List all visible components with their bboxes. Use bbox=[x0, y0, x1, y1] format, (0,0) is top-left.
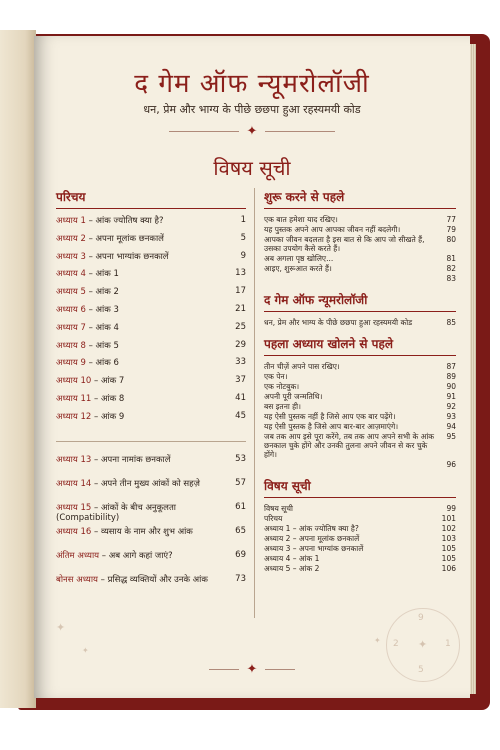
toc-entry[interactable] bbox=[264, 534, 456, 543]
chapter-number: अंतिम अध्याय bbox=[56, 550, 100, 561]
chapter-number: अध्याय 3 bbox=[56, 251, 86, 262]
section-title: विषय सूची bbox=[264, 477, 456, 498]
page-number: 82 bbox=[446, 264, 456, 273]
book-subtitle: धन, प्रेम और भाग्य के पीछे छछपा हुआ रहस्यमयी कोड bbox=[143, 103, 361, 116]
toc-entry[interactable] bbox=[264, 504, 456, 513]
chapter-number: अध्याय 5 bbox=[56, 287, 86, 298]
entry-text: अब अगला पृष्ठ खोलिए... bbox=[264, 254, 334, 263]
chapter-title: प्रसिद्ध व्यक्तियों और उनके आंक bbox=[107, 574, 208, 585]
page-number: 69 bbox=[235, 549, 246, 560]
section-title-intro: परिचय bbox=[56, 188, 246, 209]
column-divider bbox=[254, 188, 255, 618]
page-number: 21 bbox=[235, 303, 246, 314]
page-number: 33 bbox=[235, 357, 246, 368]
toc-section bbox=[264, 188, 456, 283]
toc-entry[interactable] bbox=[264, 460, 456, 469]
toc-entry[interactable] bbox=[264, 235, 456, 253]
toc-entry[interactable]: बोनस अध्याय – प्रसिद्ध व्यक्तियों और उनके आंक 73 bbox=[56, 573, 246, 585]
chapter-title: आंक 6 bbox=[95, 358, 119, 369]
chapter-title: आंक 5 bbox=[95, 340, 119, 351]
page-number: 41 bbox=[235, 392, 246, 403]
toc-entry[interactable]: अध्याय 5 – आंक 2 17 bbox=[56, 286, 246, 298]
chapter-title: आंक 2 bbox=[95, 287, 119, 298]
page-number: 65 bbox=[235, 525, 246, 536]
chapter-title: अपना मूलांक छनकालें bbox=[95, 233, 164, 244]
toc-entry[interactable] bbox=[264, 254, 456, 263]
toc-entry[interactable] bbox=[264, 564, 456, 573]
chapter-title: आंक 3 bbox=[95, 304, 119, 315]
entry-text: विषय सूची bbox=[264, 504, 293, 513]
medallion-number: 1 bbox=[445, 639, 451, 649]
toc-entry[interactable] bbox=[264, 412, 456, 421]
chapter-number: अध्याय 8 bbox=[56, 340, 86, 351]
chapter-title: अपना नामांक छनकालें bbox=[100, 454, 171, 465]
toc-entry[interactable]: अध्याय 3 – अपना भाग्यांक छनकालें 9 bbox=[56, 250, 246, 262]
toc-entry[interactable] bbox=[264, 225, 456, 234]
entry-text: जब तक आप इसे पूरा करेंगे, तब तक आप अपने सभी के आंक छनकाल चुके होंगे और उनकी तुलना अपने जीवन से कर चुके होंगे। bbox=[264, 432, 435, 459]
page-number: 13 bbox=[235, 268, 246, 279]
section-title: पहला अध्याय खोलने से पहले bbox=[264, 335, 456, 356]
chapter-number: अध्याय 13 bbox=[56, 454, 92, 465]
page-number: 90 bbox=[446, 382, 456, 391]
chapter-title: आंक 9 bbox=[100, 411, 125, 422]
divider bbox=[56, 441, 246, 442]
toc-entry[interactable] bbox=[264, 524, 456, 533]
sparkle-icon: ✦ bbox=[374, 636, 381, 645]
toc-entry[interactable]: अध्याय 1 – आंक ज्योतिष क्या है? 1 bbox=[56, 215, 246, 226]
entry-text: अध्याय 1 – आंक ज्योतिष क्या है? bbox=[264, 524, 359, 533]
chapter-list-extra bbox=[56, 454, 246, 598]
entry-text: यह ऐसी पुस्तक नहीं है जिसे आप एक बार पढ़ेंगे। bbox=[264, 412, 396, 421]
chapter-number: अध्याय 4 bbox=[56, 269, 86, 280]
book-title: द गेम ऑफ न्यूमरोलॉजी bbox=[134, 69, 370, 99]
entry-text: अपनी पूरी जन्मतिथि। bbox=[264, 392, 323, 401]
entry-text: अध्याय 3 – अपना भाग्यांक छनकालें bbox=[264, 544, 364, 553]
page-number: 83 bbox=[446, 274, 456, 283]
page-number: 94 bbox=[446, 422, 456, 431]
chapter-number: अध्याय 12 bbox=[56, 411, 92, 422]
toc-entry[interactable] bbox=[264, 554, 456, 563]
toc-entry[interactable]: अध्याय 9 – आंक 6 33 bbox=[56, 357, 246, 369]
toc-entry[interactable]: अध्याय 16 – व्यसाय के नाम और शुभ आंक 65 bbox=[56, 525, 246, 537]
toc-entry[interactable] bbox=[264, 274, 456, 283]
chapter-title: आंक 8 bbox=[100, 393, 125, 404]
page-number: 96 bbox=[446, 460, 456, 469]
toc-entry[interactable]: अध्याय 4 – आंक 1 13 bbox=[56, 268, 246, 280]
chapter-number: अध्याय 1 bbox=[56, 216, 86, 226]
chapter-number: अध्याय 7 bbox=[56, 322, 86, 333]
toc-entry[interactable] bbox=[264, 318, 456, 327]
entry-text: बस इतना ही। bbox=[264, 402, 301, 411]
toc-entry[interactable]: अध्याय 11 – आंक 8 41 bbox=[56, 392, 246, 404]
toc-entry[interactable]: अंतिम अध्याय – अब आगे कहां जाएं? 69 bbox=[56, 549, 246, 561]
toc-section bbox=[264, 291, 456, 327]
toc-entry[interactable] bbox=[264, 544, 456, 553]
toc-entry[interactable]: अध्याय 14 – अपने तीन मुख्य आंकों को सहज़े 57 bbox=[56, 477, 246, 489]
page-number: 93 bbox=[446, 412, 456, 421]
entry-text: आइए, शुरूआत करते हैं। bbox=[264, 264, 332, 273]
star-icon: ✦ bbox=[418, 638, 428, 651]
entry-text: अध्याय 5 – आंक 2 bbox=[264, 564, 320, 573]
toc-entry[interactable] bbox=[264, 362, 456, 371]
chapter-title: आंकों के बीच अनुकूलता (Compatibility) bbox=[56, 502, 176, 523]
chapter-number: अध्याय 16 bbox=[56, 526, 92, 537]
book-page bbox=[34, 36, 470, 698]
page-number: 87 bbox=[446, 362, 456, 371]
toc-entry[interactable] bbox=[264, 382, 456, 391]
entry-text: धन, प्रेम और भाग्य के पीछे छछपा हुआ रहस्यमयी कोड bbox=[264, 318, 413, 327]
chapter-number: अध्याय 6 bbox=[56, 304, 86, 315]
entry-text: यह पुस्तक अपने आप आपका जीवन नहीं बदलेगी। bbox=[264, 225, 401, 234]
chapter-number: बोनस अध्याय bbox=[56, 574, 98, 585]
page-number: 105 bbox=[441, 554, 456, 563]
sparkle-icon: ✦ bbox=[56, 621, 66, 634]
toc-entry[interactable]: अध्याय 7 – आंक 4 25 bbox=[56, 321, 246, 333]
page-number: 81 bbox=[446, 254, 456, 263]
entry-text: एक पेन। bbox=[264, 372, 288, 381]
toc-left-column bbox=[56, 188, 246, 598]
page-number: 17 bbox=[235, 286, 246, 297]
toc-entry[interactable]: अध्याय 15 – आंकों के बीच अनुकूलता (Compatibility) 61 bbox=[56, 501, 246, 523]
toc-entry[interactable] bbox=[264, 392, 456, 401]
chapter-number: अध्याय 14 bbox=[56, 478, 92, 489]
toc-title: विषय सूची bbox=[213, 156, 291, 180]
page-number: 77 bbox=[446, 215, 456, 224]
toc-entry[interactable] bbox=[264, 422, 456, 431]
page-number: 79 bbox=[446, 225, 456, 234]
star-icon: ✦ bbox=[246, 662, 258, 677]
chapter-title: आंक ज्योतिष क्या है? bbox=[95, 216, 164, 226]
entry-text: अध्याय 4 – आंक 1 bbox=[264, 554, 320, 563]
chapter-number: अध्याय 9 bbox=[56, 358, 86, 369]
toc-entry[interactable] bbox=[264, 432, 456, 459]
toc-entry[interactable]: अध्याय 12 – आंक 9 45 bbox=[56, 410, 246, 422]
page-number: 61 bbox=[235, 501, 246, 512]
chapter-title: अपने तीन मुख्य आंकों को सहज़े bbox=[100, 478, 200, 489]
page-number: 25 bbox=[235, 321, 246, 332]
medallion-number: 5 bbox=[418, 665, 424, 675]
star-icon: ✦ bbox=[246, 124, 258, 139]
entry-text: एक नोटबुक। bbox=[264, 382, 300, 391]
chapter-title: अब आगे कहां जाएं? bbox=[108, 550, 173, 561]
section-title: शुरू करने से पहले bbox=[264, 188, 456, 209]
toc-entry[interactable]: अध्याय 6 – आंक 3 21 bbox=[56, 303, 246, 315]
page-number: 29 bbox=[235, 339, 246, 350]
toc-entry[interactable]: अध्याय 13 – अपना नामांक छनकालें 53 bbox=[56, 453, 246, 465]
page-number: 5 bbox=[240, 232, 246, 243]
numerology-medallion bbox=[386, 608, 460, 682]
page-number: 73 bbox=[235, 573, 246, 584]
page-number: 103 bbox=[441, 534, 456, 543]
toc-right-column bbox=[264, 188, 456, 581]
entry-text: अध्याय 2 – अपना मूलांक छनकालें bbox=[264, 534, 360, 543]
toc-entry[interactable] bbox=[264, 514, 456, 523]
chapter-title: आंक 1 bbox=[95, 269, 119, 280]
toc-entry[interactable]: अध्याय 8 – आंक 5 29 bbox=[56, 339, 246, 351]
page-number: 80 bbox=[446, 235, 456, 244]
toc-entry[interactable]: अध्याय 10 – आंक 7 37 bbox=[56, 375, 246, 387]
page-number: 85 bbox=[446, 318, 456, 327]
page-number: 89 bbox=[446, 372, 456, 381]
page-number: 9 bbox=[240, 250, 246, 261]
medallion-number: 9 bbox=[418, 613, 424, 623]
top-ornament bbox=[34, 124, 470, 139]
page-number: 1 bbox=[240, 215, 246, 225]
toc-entry[interactable] bbox=[264, 402, 456, 411]
page-number: 45 bbox=[235, 410, 246, 421]
page-number: 105 bbox=[441, 544, 456, 553]
page-number: 92 bbox=[446, 402, 456, 411]
chapter-title: आंक 4 bbox=[95, 322, 119, 333]
toc-entry[interactable] bbox=[264, 372, 456, 381]
page-number: 106 bbox=[441, 564, 456, 573]
left-page-edge bbox=[0, 30, 36, 708]
toc-entry[interactable] bbox=[264, 264, 456, 273]
medallion-number: 2 bbox=[393, 639, 399, 649]
section-title: द गेम ऑफ न्यूमरोलॉजी bbox=[264, 291, 456, 312]
chapter-number: अध्याय 10 bbox=[56, 376, 92, 387]
page-number: 102 bbox=[441, 524, 456, 533]
chapter-title: अपना भाग्यांक छनकालें bbox=[95, 251, 169, 262]
entry-text: आपका जीवन बदलता है इस बात से कि आप जो सीखते हैं, उसका उपयोग कैसे करते हैं। bbox=[264, 235, 425, 253]
entry-text: एक बात हमेशा याद रखिए। bbox=[264, 215, 338, 224]
page-number: 57 bbox=[235, 477, 246, 488]
chapter-number: अध्याय 15 bbox=[56, 502, 92, 513]
page-number: 37 bbox=[235, 375, 246, 386]
entry-text: यह ऐसी पुस्तक है जिसे आप बार-बार आज़माएंगे। bbox=[264, 422, 399, 431]
toc-entry[interactable] bbox=[264, 215, 456, 224]
toc-section bbox=[264, 335, 456, 469]
sparkle-icon: ✦ bbox=[82, 646, 89, 655]
page-number: 53 bbox=[235, 453, 246, 464]
page-number: 101 bbox=[441, 514, 456, 523]
page-number: 95 bbox=[446, 432, 456, 441]
chapter-number: अध्याय 2 bbox=[56, 233, 86, 244]
toc-entry[interactable]: अध्याय 2 – अपना मूलांक छनकालें 5 bbox=[56, 232, 246, 244]
chapter-title: व्यसाय के नाम और शुभ आंक bbox=[100, 526, 193, 537]
chapter-list bbox=[56, 215, 246, 429]
entry-text: परिचय bbox=[264, 514, 283, 523]
page-number: 91 bbox=[446, 392, 456, 401]
chapter-number: अध्याय 11 bbox=[56, 393, 92, 404]
page-number: 99 bbox=[446, 504, 456, 513]
entry-text: तीन चीज़ें अपने पास रखिए। bbox=[264, 362, 340, 371]
toc-section bbox=[264, 477, 456, 573]
chapter-title: आंक 7 bbox=[100, 376, 125, 387]
